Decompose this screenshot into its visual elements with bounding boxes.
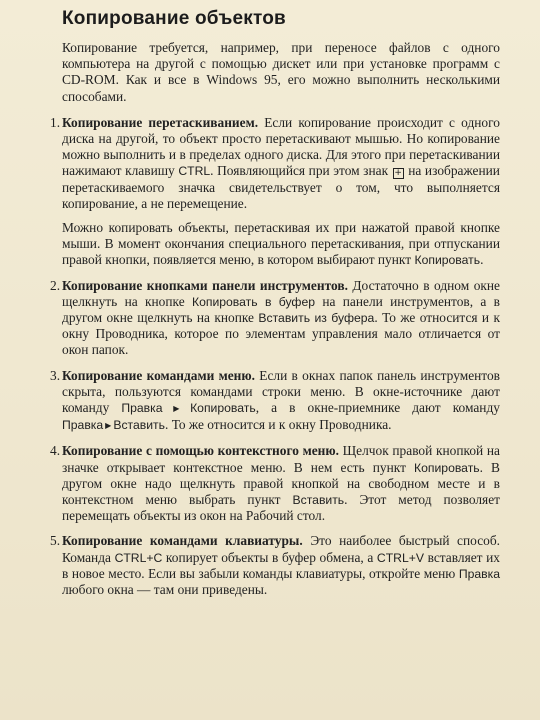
command-label: Копировать xyxy=(190,401,256,416)
item-paragraph: Копирование кнопками панели инструментов. Достаточно в одном окне щелкнуть на кнопке Копировать в буфер на панели инструментов, а в другом окне щелкнуть на кнопке Вставить из буфера. То же относится и к окну Проводника, которое по элементам управления мало отличается от окон папок. xyxy=(62,277,501,358)
item-number: 3. xyxy=(50,367,61,383)
command-label: Вставить xyxy=(113,418,165,433)
command-label: Вставить xyxy=(292,493,345,508)
item-title: Копирование кнопками панели инструментов. xyxy=(62,277,348,293)
item-title: Копирование командами меню. xyxy=(62,367,255,383)
command-label: Копировать xyxy=(414,253,481,268)
command-label: Копировать в буфер xyxy=(191,294,316,309)
key-label: CTRL+C xyxy=(114,550,163,565)
item-title: Копирование перетаскиванием. xyxy=(62,114,259,130)
item-number: 1. xyxy=(50,114,61,130)
plus-icon: + xyxy=(394,168,402,179)
menu-label: Правка xyxy=(62,418,104,433)
list-item xyxy=(50,277,501,359)
list-item xyxy=(50,533,500,598)
item-subparagraph: Можно копировать объекты, перетаскивая их при нажатой правой кнопке мыши. В момент окончания специального перетаскивания, при отпускании правой кнопки, появляется меню, в котором выбирают пункт Копировать. xyxy=(62,220,500,268)
item-title: Копирование с помощью контекстного меню. xyxy=(62,443,339,459)
list-item xyxy=(50,367,500,435)
item-paragraph: Копирование командами меню. Если в окнах папок панель инструментов скрыта, пользуются командами строки меню. В окне-источнике дают команду Правка ▶ Копировать, а в окне-приемнике дают команду Правка ▶ Вставить. То же относится и к окну Проводника. xyxy=(62,367,500,433)
key-label: CTRL+V xyxy=(376,550,424,565)
item-number: 5. xyxy=(50,533,61,549)
menu-label: Правка xyxy=(458,566,500,581)
command-label: Копировать xyxy=(414,460,480,475)
intro-paragraph: Копирование требуется, например, при переносе файлов с одного компьютера на другой с помощью дискет или при установке программ с CD-ROM. Как и все в Windows 95, его можно выполнить несколькими способами. xyxy=(62,40,500,104)
item-title: Копирование командами клавиатуры. xyxy=(62,533,303,549)
method-list xyxy=(50,114,501,598)
arrow-right-icon: ▶ xyxy=(164,404,189,414)
item-paragraph: Копирование с помощью контекстного меню. Щелчок правой кнопкой на значке открывает контекстное меню. В нем есть пункт Копировать. В другом окне надо щелкнуть правой кнопкой на свободном месте и в контекстном меню выбрать пункт Вставить. Этот метод позволяет перемещать объекты из окон на Рабочий стол. xyxy=(62,443,500,524)
item-paragraph: Копирование командами клавиатуры. Это наиболее быстрый способ. Команда CTRL+C копирует объекты в буфер обмена, а CTRL+V вставляет их в новое место. Если вы забыли команды клавиатуры, откройте меню Правка любого окна — там они приведены. xyxy=(62,533,500,598)
command-label: Вставить из буфера xyxy=(258,311,375,326)
key-label: CTRL xyxy=(178,164,211,179)
item-number: 4. xyxy=(50,443,61,459)
menu-label: Правка xyxy=(121,401,163,416)
item-number: 2. xyxy=(50,277,61,293)
list-item xyxy=(50,443,500,524)
list-item xyxy=(50,114,500,269)
arrow-right-icon: ▶ xyxy=(105,421,112,431)
page-title: Копирование объектов xyxy=(62,8,286,29)
item-paragraph: Копирование перетаскиванием. Если копирование происходит с одного диска на другой, то объект просто перетаскивают мышью. Но копирование можно выполнить и в пределах одного диска. Для этого при перетаскивании нажимают клавишу CTRL. Появляющийся при этом знак + на изображении перетаскиваемого значка свидетельствует о том, что выполняется копирование, а не перемещение. xyxy=(62,114,500,211)
